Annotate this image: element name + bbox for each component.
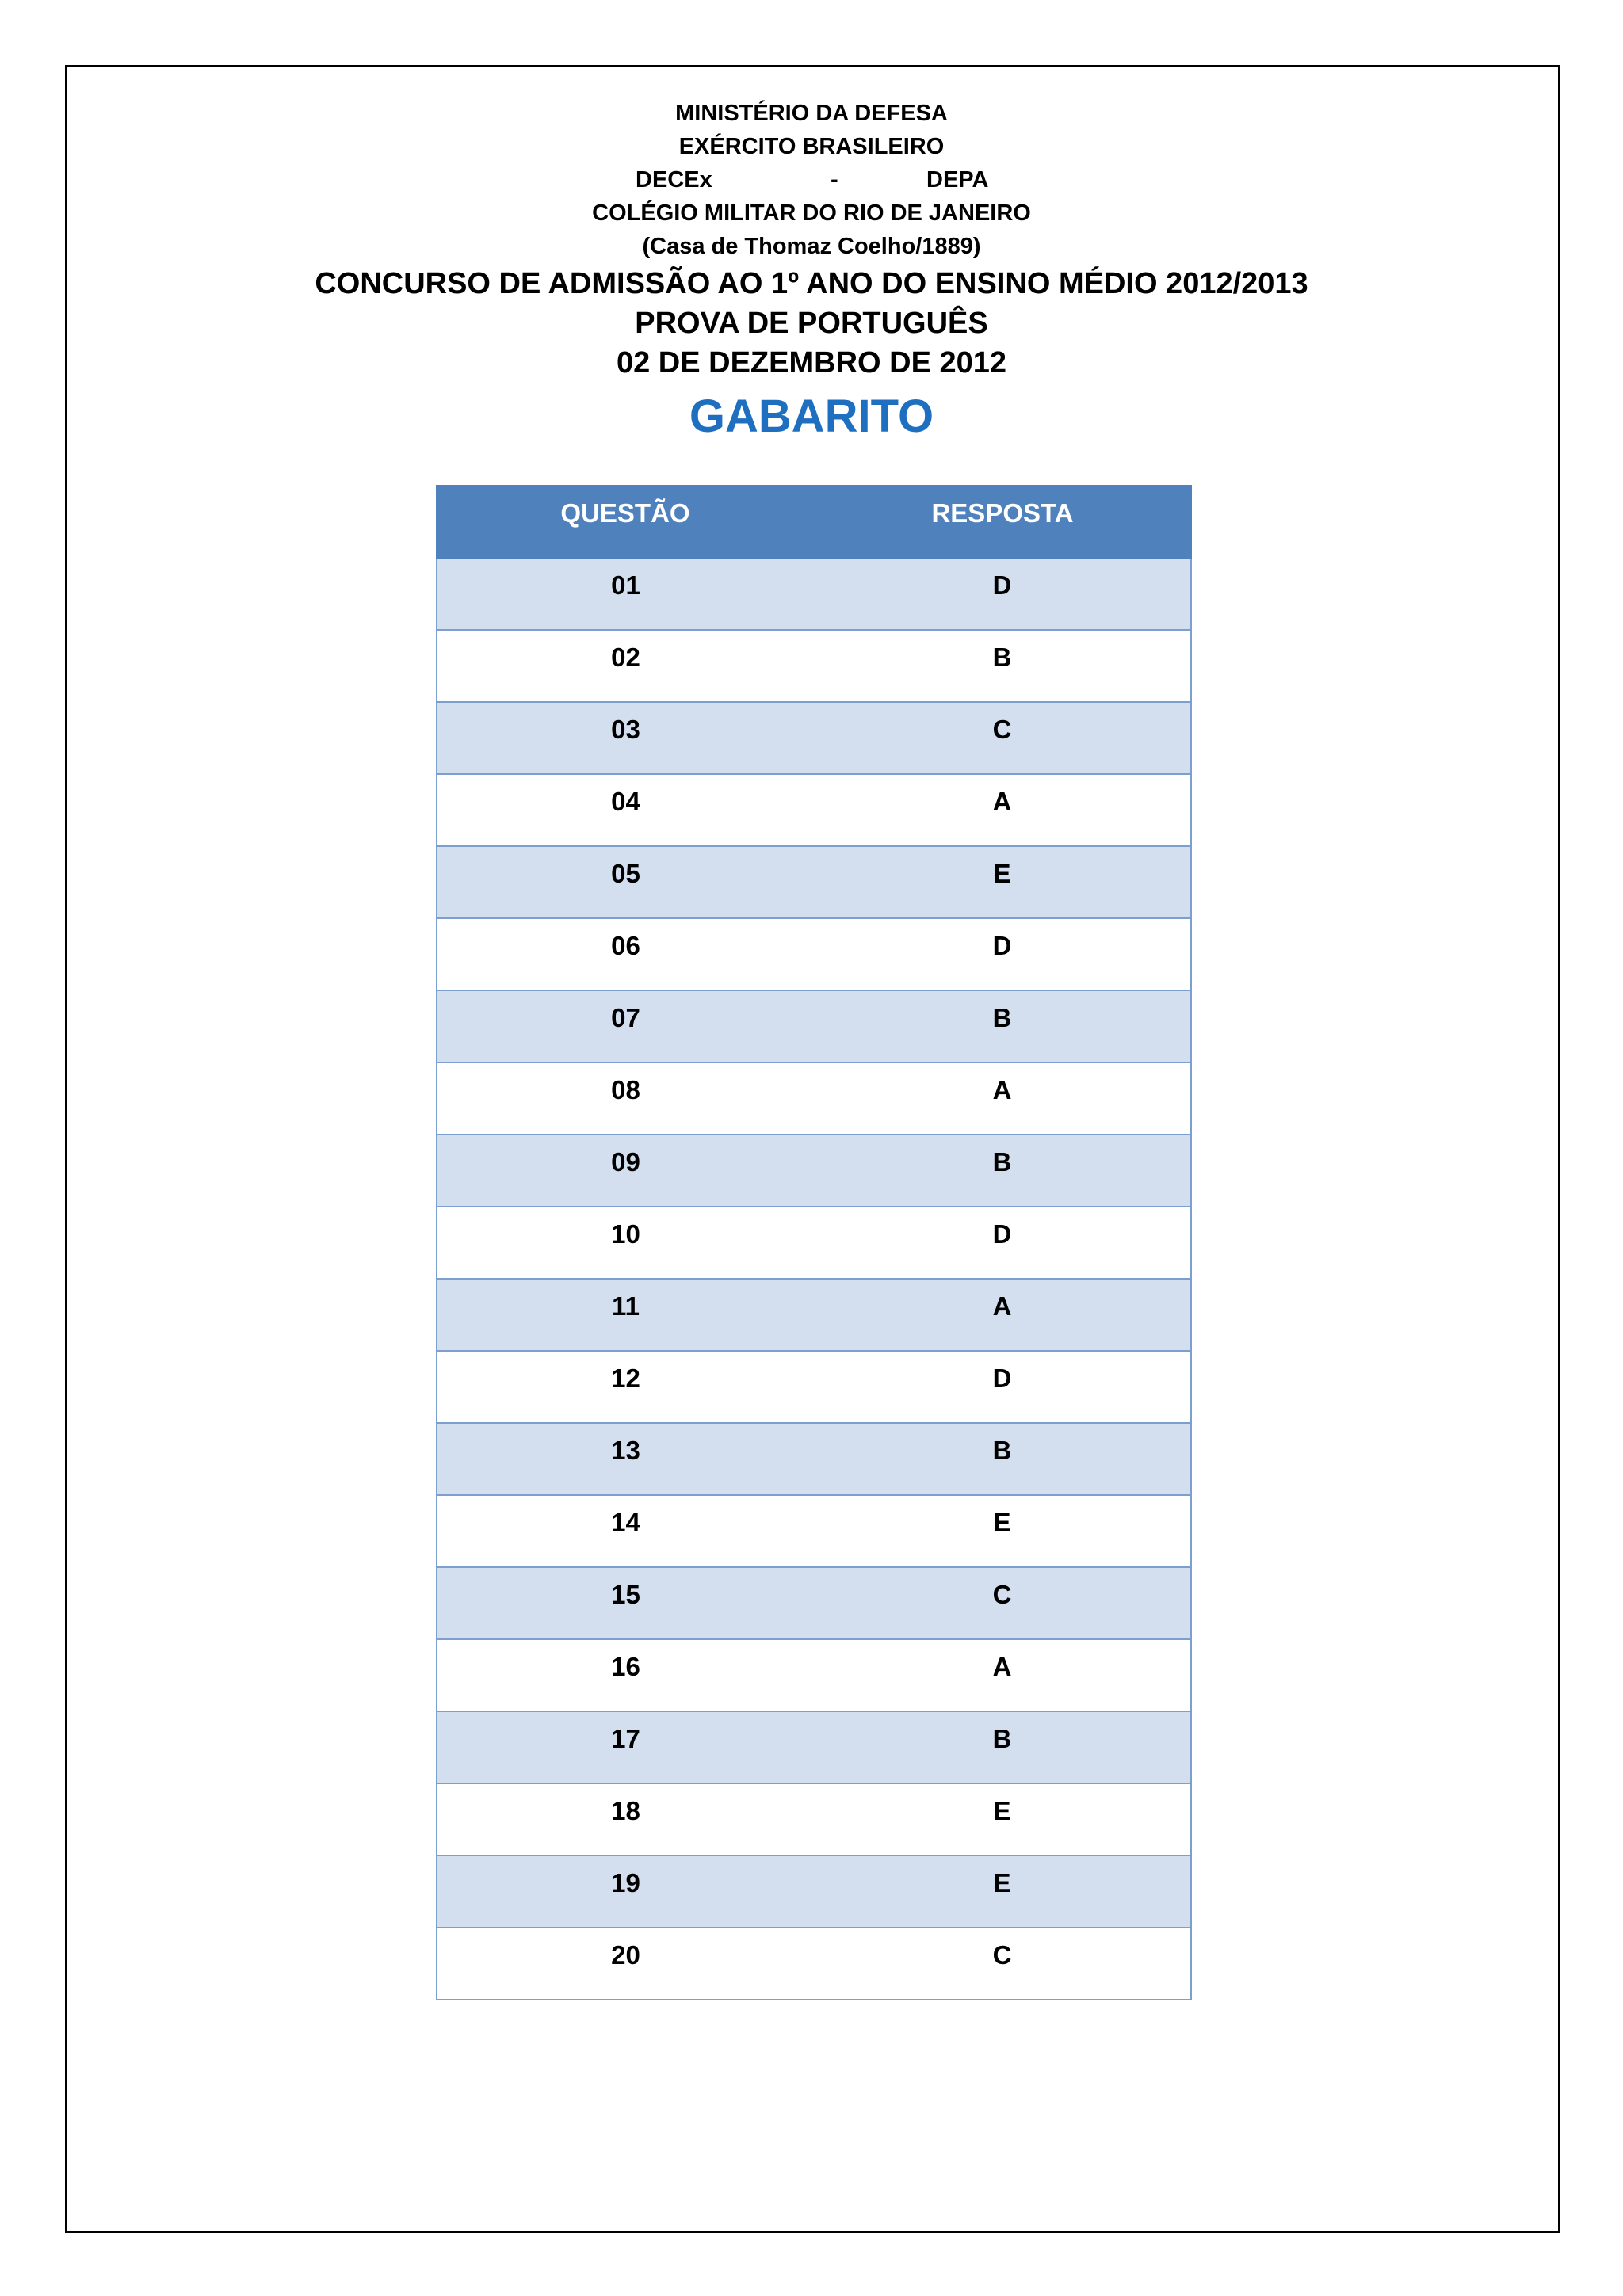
answer-letter: D bbox=[814, 558, 1191, 630]
depa-label: DEPA bbox=[926, 167, 989, 193]
table-row bbox=[437, 918, 1191, 990]
question-number: 10 bbox=[437, 1207, 814, 1279]
question-number: 09 bbox=[437, 1135, 814, 1207]
table-header-row bbox=[437, 486, 1191, 558]
question-number: 02 bbox=[437, 630, 814, 702]
answer-letter: B bbox=[814, 630, 1191, 702]
answer-letter: D bbox=[814, 1351, 1191, 1423]
table-row bbox=[437, 846, 1191, 918]
question-number: 04 bbox=[437, 774, 814, 846]
table-row bbox=[437, 1495, 1191, 1567]
army-line: EXÉRCITO BRASILEIRO bbox=[678, 134, 945, 159]
table-row bbox=[437, 1207, 1191, 1279]
question-number: 06 bbox=[437, 918, 814, 990]
answer-column-header: RESPOSTA bbox=[814, 486, 1191, 558]
answer-key-table bbox=[436, 485, 1192, 2000]
answer-letter: E bbox=[814, 846, 1191, 918]
table-row bbox=[437, 630, 1191, 702]
question-number: 18 bbox=[437, 1783, 814, 1855]
question-number: 13 bbox=[437, 1423, 814, 1495]
table-row bbox=[437, 1783, 1191, 1855]
department-line bbox=[0, 163, 1623, 196]
answer-letter: E bbox=[814, 1495, 1191, 1567]
decex-label: DECEx bbox=[636, 167, 712, 193]
question-number: 20 bbox=[437, 1928, 814, 2000]
table-row bbox=[437, 1928, 1191, 2000]
table-row bbox=[437, 1639, 1191, 1711]
table-row bbox=[437, 1423, 1191, 1495]
question-number: 03 bbox=[437, 702, 814, 774]
school-subtitle: (Casa de Thomaz Coelho/1889) bbox=[642, 234, 981, 259]
school-line: COLÉGIO MILITAR DO RIO DE JANEIRO bbox=[592, 200, 1031, 226]
question-number: 15 bbox=[437, 1567, 814, 1639]
answer-key-title: GABARITO bbox=[689, 391, 934, 442]
question-number: 05 bbox=[437, 846, 814, 918]
department-separator: - bbox=[831, 167, 838, 193]
table-row bbox=[437, 1351, 1191, 1423]
answer-letter: B bbox=[814, 1135, 1191, 1207]
table-row bbox=[437, 1567, 1191, 1639]
table-row bbox=[437, 558, 1191, 630]
table-row bbox=[437, 1279, 1191, 1351]
answer-letter: C bbox=[814, 1567, 1191, 1639]
table-row bbox=[437, 774, 1191, 846]
answer-letter: A bbox=[814, 1639, 1191, 1711]
table-row bbox=[437, 702, 1191, 774]
table-row bbox=[437, 1062, 1191, 1135]
exam-title: PROVA DE PORTUGUÊS bbox=[635, 307, 988, 340]
question-number: 12 bbox=[437, 1351, 814, 1423]
answer-letter: B bbox=[814, 990, 1191, 1062]
question-number: 14 bbox=[437, 1495, 814, 1567]
question-number: 19 bbox=[437, 1855, 814, 1928]
ministry-line: MINISTÉRIO DA DEFESA bbox=[675, 101, 948, 126]
question-number: 17 bbox=[437, 1711, 814, 1783]
answer-letter: E bbox=[814, 1783, 1191, 1855]
answer-letter: C bbox=[814, 702, 1191, 774]
answer-letter: A bbox=[814, 1279, 1191, 1351]
question-column-header: QUESTÃO bbox=[437, 486, 814, 558]
question-number: 11 bbox=[437, 1279, 814, 1351]
exam-date: 02 DE DEZEMBRO DE 2012 bbox=[616, 346, 1007, 379]
answer-letter: A bbox=[814, 1062, 1191, 1135]
table-row bbox=[437, 990, 1191, 1062]
answer-letter: B bbox=[814, 1423, 1191, 1495]
answer-letter: A bbox=[814, 774, 1191, 846]
answer-letter: C bbox=[814, 1928, 1191, 2000]
answer-letter: E bbox=[814, 1855, 1191, 1928]
contest-title: CONCURSO DE ADMISSÃO AO 1º ANO DO ENSINO MÉDIO 2012/2013 bbox=[315, 267, 1308, 300]
answer-letter: B bbox=[814, 1711, 1191, 1783]
answer-letter: D bbox=[814, 918, 1191, 990]
question-number: 07 bbox=[437, 990, 814, 1062]
answer-letter: D bbox=[814, 1207, 1191, 1279]
table-row bbox=[437, 1135, 1191, 1207]
question-number: 16 bbox=[437, 1639, 814, 1711]
question-number: 01 bbox=[437, 558, 814, 630]
question-number: 08 bbox=[437, 1062, 814, 1135]
table-row bbox=[437, 1711, 1191, 1783]
table-row bbox=[437, 1855, 1191, 1928]
